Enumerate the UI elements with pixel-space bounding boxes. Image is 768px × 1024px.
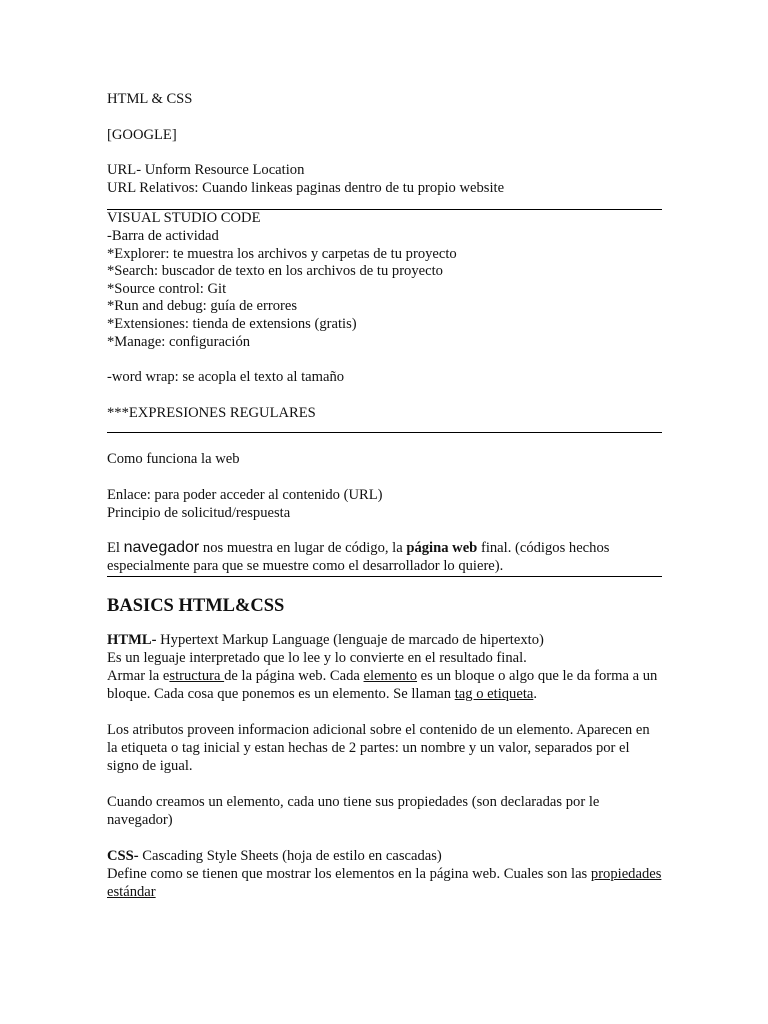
armar-paragraph: Armar la estructura de la página web. Cada elemento es un bloque o algo que le da forma a un bloque. Cada cosa que ponemos es un elemento. Se llaman tag o etiqueta.: [107, 668, 658, 703]
propiedades-estandar-link: propiedades estándar: [107, 866, 662, 901]
principio-note: Principio de solicitud/respuesta: [107, 504, 291, 521]
web-section-title: Como funciona la web: [107, 451, 240, 468]
vscode-item: *Manage: configuración: [107, 333, 251, 350]
propiedades-paragraph: Cuando creamos un elemento, cada uno tiene sus propiedades (son declaradas por le navegador): [107, 794, 600, 829]
elemento-link: elemento: [363, 668, 418, 685]
tag-etiqueta-link: tag o etiqueta: [454, 686, 534, 703]
url-relative-definition: URL Relativos: Cuando linkeas paginas dentro de tu propio website: [107, 179, 505, 196]
html-label: HTML-: [107, 632, 157, 649]
navegador-word: navegador: [123, 539, 200, 557]
estructura-link: structura: [169, 668, 225, 685]
word-wrap-note: -word wrap: se acopla el texto al tamaño: [107, 369, 345, 386]
navegador-paragraph: El navegador nos muestra en lugar de código, la página web final. (códigos hechos especialmente para que se muestre como el desarrollador lo quiere).: [107, 539, 610, 575]
html-definition: HTML- Hypertext Markup Language (lenguaje de marcado de hipertexto): [107, 632, 544, 649]
basics-heading: BASICS HTML&CSS: [107, 596, 285, 617]
css-definition: CSS- Cascading Style Sheets (hoja de estilo en cascadas): [107, 848, 442, 865]
css-label: CSS-: [107, 848, 139, 865]
google-note: [GOOGLE]: [107, 126, 177, 143]
vscode-item: *Extensiones: tienda de extensions (gratis): [107, 315, 357, 332]
vscode-item: *Search: buscador de texto en los archivos de tu proyecto: [107, 263, 443, 280]
document-page: [107, 91, 662, 901]
vscode-title: VISUAL STUDIO CODE: [107, 210, 261, 227]
html-interpreted-line: Es un leguaje interpretado que lo lee y lo convierte en el resultado final.: [107, 650, 527, 667]
vscode-item: -Barra de actividad: [107, 227, 219, 244]
atributos-paragraph: Los atributos proveen informacion adicional sobre el contenido de un elemento. Aparecen en la etiqueta o tag inicial y estan hechas de 2 partes: un nombre y un valor, separados por el signo de igual.: [107, 722, 650, 775]
regex-note: ***EXPRESIONES REGULARES: [107, 404, 316, 421]
vscode-item: *Run and debug: guía de errores: [107, 298, 298, 315]
vscode-item: *Explorer: te muestra los archivos y carpetas de tu proyecto: [107, 245, 457, 262]
enlace-note: Enlace: para poder acceder al contenido (URL): [107, 486, 383, 503]
vscode-item: *Source control: Git: [107, 280, 227, 297]
url-definition: URL- Unform Resource Location: [107, 162, 305, 179]
pagina-web-bold: página web: [406, 540, 478, 557]
css-paragraph: Define como se tienen que mostrar los elementos en la página web. Cuales son las propiedades estándar: [107, 866, 662, 901]
doc-title: HTML & CSS: [107, 91, 193, 107]
